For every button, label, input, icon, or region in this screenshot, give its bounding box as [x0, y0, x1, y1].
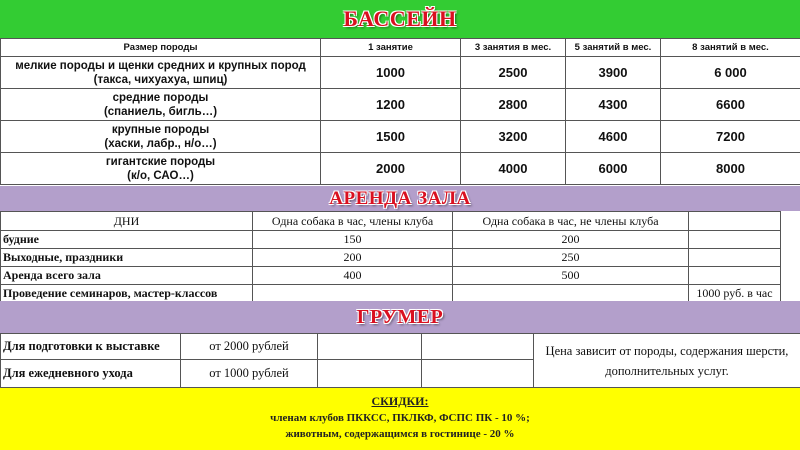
- groomer-row-label: Для ежедневного ухода: [1, 360, 181, 388]
- groomer-row: [1, 334, 800, 360]
- groomer-price-note: Цена зависит от породы, содержания шерсти, дополнительных услуг.: [534, 334, 800, 388]
- pool-price: 4000: [461, 153, 566, 185]
- pool-header-breed: Размер породы: [1, 39, 321, 57]
- pool-title: БАССЕЙН: [343, 6, 457, 31]
- hall-header-days: ДНИ: [1, 212, 253, 231]
- groomer-price: от 1000 рублей: [181, 360, 318, 388]
- pool-row: [1, 121, 800, 153]
- pool-price: 6600: [661, 89, 800, 121]
- groomer-empty-cell: [318, 334, 422, 360]
- pool-price: 6000: [566, 153, 661, 185]
- pool-row: [1, 57, 800, 89]
- hall-members-price: 200: [253, 249, 453, 267]
- hall-extra: [689, 267, 781, 285]
- groomer-empty-cell: [422, 334, 534, 360]
- hall-banner: [0, 186, 800, 211]
- hall-row-label: Аренда всего зала: [1, 267, 253, 285]
- hall-header-non-members: Одна собака в час, не члены клуба: [453, 212, 689, 231]
- groomer-table: [0, 333, 800, 388]
- hall-header-row: [1, 212, 781, 231]
- groomer-row-label: Для подготовки к выставке: [1, 334, 181, 360]
- groomer-price: от 2000 рублей: [181, 334, 318, 360]
- hall-non-members-price: [453, 285, 689, 302]
- discounts-title: СКИДКИ:: [371, 394, 429, 408]
- groomer-empty-cell: [318, 360, 422, 388]
- pool-breed-cell: крупные породы (хаски, лабр., н/о…): [1, 121, 321, 153]
- hall-rental-table: [0, 211, 781, 302]
- pool-price: 8000: [661, 153, 800, 185]
- pool-price: 4300: [566, 89, 661, 121]
- pool-banner: [0, 0, 800, 38]
- hall-extra: 1000 руб. в час: [689, 285, 781, 302]
- hall-row: [1, 249, 781, 267]
- hall-extra: [689, 249, 781, 267]
- pool-breed-cell: гигантские породы (к/о, САО…): [1, 153, 321, 185]
- hall-non-members-price: 500: [453, 267, 689, 285]
- pool-price: 1000: [321, 57, 461, 89]
- groomer-banner: [0, 301, 800, 333]
- hall-row-label: Проведение семинаров, мастер-классов: [1, 285, 253, 302]
- hall-row-label: будние: [1, 231, 253, 249]
- pool-price: 2500: [461, 57, 566, 89]
- pool-price: 2000: [321, 153, 461, 185]
- pool-price: 6 000: [661, 57, 800, 89]
- pool-header-1: 1 занятие: [321, 39, 461, 57]
- discounts-banner: [0, 388, 800, 450]
- hall-row-label: Выходные, праздники: [1, 249, 253, 267]
- pool-row: [1, 89, 800, 121]
- discounts-line-2: животным, содержащимся в гостинице - 20 %: [285, 428, 515, 440]
- hall-members-price: [253, 285, 453, 302]
- pool-price: 3200: [461, 121, 566, 153]
- pool-price: 1200: [321, 89, 461, 121]
- pool-price-table: [0, 38, 800, 185]
- hall-extra: [689, 231, 781, 249]
- pool-breed-cell: средние породы (спаниель, бигль…): [1, 89, 321, 121]
- hall-non-members-price: 200: [453, 231, 689, 249]
- pool-breed-cell: мелкие породы и щенки средних и крупных пород (такса, чихуахуа, шпиц): [1, 57, 321, 89]
- hall-non-members-price: 250: [453, 249, 689, 267]
- hall-row: [1, 231, 781, 249]
- hall-row: [1, 285, 781, 302]
- pool-price: 3900: [566, 57, 661, 89]
- pool-header-3: 3 занятия в мес.: [461, 39, 566, 57]
- hall-header-members: Одна собака в час, члены клуба: [253, 212, 453, 231]
- hall-members-price: 400: [253, 267, 453, 285]
- hall-header-extra: [689, 212, 781, 231]
- pool-header-row: [1, 39, 800, 57]
- pool-header-8: 8 занятий в мес.: [661, 39, 800, 57]
- pool-row: [1, 153, 800, 185]
- hall-title: АРЕНДА ЗАЛА: [329, 188, 471, 209]
- hall-members-price: 150: [253, 231, 453, 249]
- pool-price: 7200: [661, 121, 800, 153]
- pool-header-5: 5 занятий в мес.: [566, 39, 661, 57]
- discounts-line-1: членам клубов ПККСС, ПКЛКФ, ФСПС ПК - 10 %;: [270, 412, 530, 424]
- hall-row: [1, 267, 781, 285]
- pool-price: 4600: [566, 121, 661, 153]
- groomer-empty-cell: [422, 360, 534, 388]
- pool-price: 2800: [461, 89, 566, 121]
- groomer-title: ГРУМЕР: [356, 306, 444, 328]
- pool-price: 1500: [321, 121, 461, 153]
